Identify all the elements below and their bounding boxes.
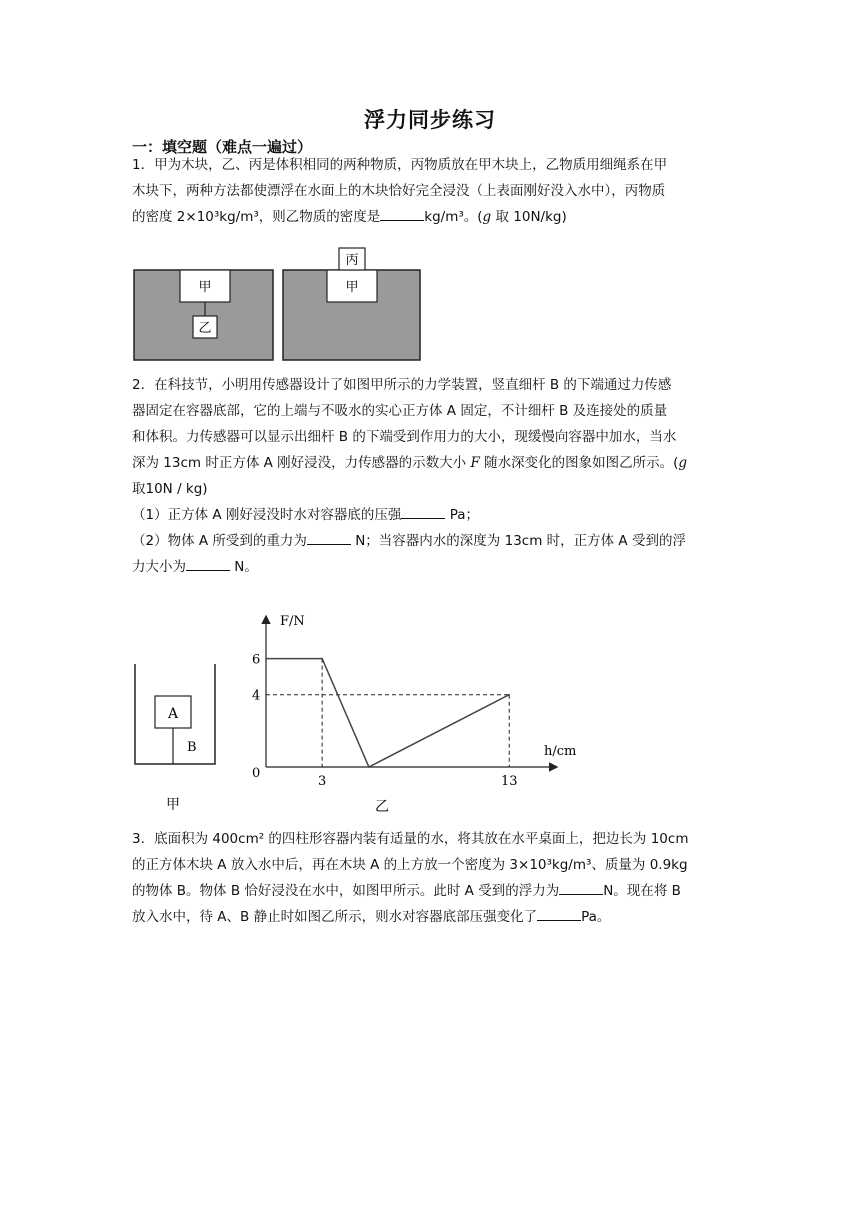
q2-line-1: 2．在科技节，小明用传感器设计了如图甲所示的力学装置，竖直细杆 B 的下端通过力传感	[132, 377, 672, 393]
q1-line-3: 的密度 2×10³kg/m³，则乙物质的密度是 kg/m³。(g 取 10N/kg)	[132, 204, 732, 230]
answer-blank[interactable]	[559, 880, 603, 895]
data-point-3	[508, 694, 510, 696]
q2-sub-2-cont: 力大小为 N。	[132, 554, 732, 580]
answer-blank[interactable]	[401, 504, 445, 519]
answer-blank[interactable]	[537, 906, 581, 921]
q2-line-4: 深为 13cm 时正方体 A 刚好浸没，力传感器的示数大小 F 随水深变化的图象如图乙所示。(g	[132, 455, 688, 471]
data-point-0	[265, 658, 267, 660]
label-b: B	[187, 740, 197, 755]
page-title: 浮力同步练习	[364, 108, 496, 132]
x-axis-label: h/cm	[544, 744, 577, 759]
q1-figure	[130, 244, 430, 366]
q1-line-1: 1．甲为木块，乙、丙是体积相同的两种物质，丙物质放在甲木块上，乙物质用细绳系在甲	[132, 157, 668, 173]
caption-jia: 甲	[166, 797, 180, 813]
label-bing: 丙	[345, 253, 359, 268]
label-jia-left: 甲	[198, 280, 212, 295]
label-a: A	[167, 706, 179, 722]
x-tick-13: 13	[500, 774, 518, 789]
question-2	[132, 372, 732, 580]
q3-line-2: 的正方体木块 A 放入水中后，再在木块 A 的上方放一个密度为 3×10³kg/m³、质量为 0.9kg	[132, 857, 688, 873]
q2-line-2: 器固定在容器底部，它的上端与不吸水的实心正方体 A 固定，不计细杆 B 及连接处的质量	[132, 403, 668, 419]
y-tick-4: 4	[252, 688, 261, 704]
section-heading: 一：填空题（难点一遍过）	[132, 138, 313, 156]
q2-line-5: 取10N / kg)	[132, 481, 208, 497]
label-yi: 乙	[198, 321, 212, 336]
answer-blank[interactable]	[380, 206, 424, 221]
q2-figure-jia	[130, 660, 220, 820]
q3-line-4: 放入水中，待 A、B 静止时如图乙所示，则水对容器底部压强变化了 Pa。	[132, 904, 732, 930]
answer-blank[interactable]	[307, 530, 351, 545]
y-tick-6: 6	[252, 652, 261, 668]
q3-line-1: 3．底面积为 400cm² 的四柱形容器内装有适量的水，将其放在水平桌面上，把边长为 10cm	[132, 831, 689, 847]
q2-sub-1: （1）正方体 A 刚好浸没时水对容器底的压强 Pa；	[132, 502, 732, 528]
force-depth-chart	[240, 605, 590, 815]
question-3	[132, 826, 732, 930]
q1-line-2: 木块下，两种方法都使漂浮在水面上的木块恰好完全浸没（上表面刚好没入水中），丙物质	[132, 183, 666, 199]
answer-blank[interactable]	[186, 556, 230, 571]
series-line-0	[266, 659, 509, 767]
x-tick-3: 3	[317, 774, 327, 789]
q3-line-3: 的物体 B。物体 B 恰好浸没在水中，如图甲所示。此时 A 受到的浮力为 N。现在将 B	[132, 878, 732, 904]
question-1	[132, 152, 732, 230]
label-jia-right: 甲	[345, 280, 359, 295]
data-point-2	[368, 766, 370, 768]
data-point-1	[321, 658, 323, 660]
q2-sub-2: （2）物体 A 所受到的重力为 N；当容器内水的深度为 13cm 时，正方体 A 受到的浮	[132, 528, 732, 554]
q2-line-3: 和体积。力传感器可以显示出细杆 B 的下端受到作用力的大小，现缓慢向容器中加水，当水	[132, 429, 677, 445]
caption-yi: 乙	[375, 799, 389, 815]
x-tick-0: 0	[252, 766, 261, 781]
y-axis-label: F/N	[280, 614, 305, 629]
